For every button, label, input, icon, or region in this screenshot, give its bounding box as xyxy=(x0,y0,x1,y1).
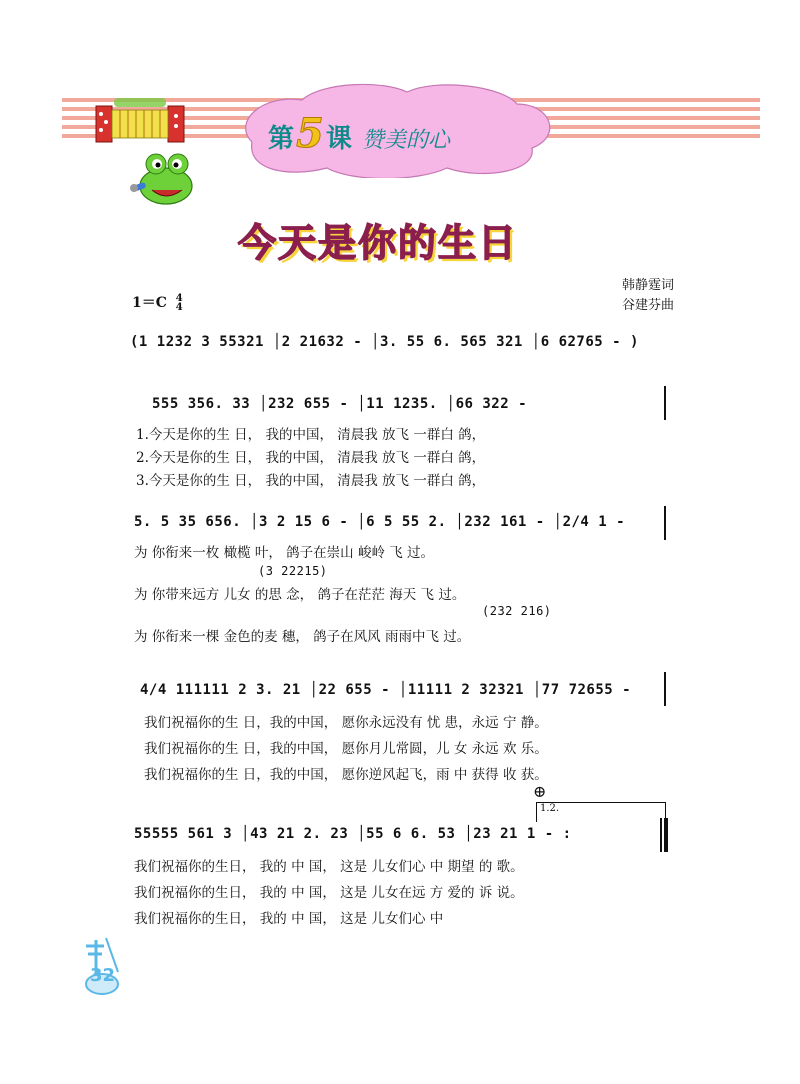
song-title: 今天是你的生日 xyxy=(238,221,519,265)
verse2-line2: 为 你带来远方 儿女 的思 念， 鸽子在茫茫 海天 飞 过。 xyxy=(134,587,466,603)
lyricist: 韩静霆词 xyxy=(621,278,674,293)
coda-sign: ⊕ xyxy=(533,782,547,801)
lesson-subtitle: 赞美的心 xyxy=(361,128,450,153)
barline xyxy=(664,672,666,706)
key-label: 1＝C xyxy=(132,295,167,311)
volta-bracket xyxy=(536,802,666,822)
verse3-line3: 我们祝福你的生 日，我的中国， 愿你逆风起飞，雨 中 获得 收 获。 xyxy=(144,767,548,783)
verse3-line4: 我们祝福你的生日， 我的 中 国， 这是 儿女们心 中 xyxy=(134,911,444,927)
barline xyxy=(664,386,666,420)
verse2-line4: 我们祝福你的生日， 我的 中 国， 这是 儿女在远 方 爱的 诉 说。 xyxy=(134,885,524,901)
verse3-line1: 3.今天是你的生 日， 我的中国， 清晨我 放飞 一群白 鸽， xyxy=(136,473,486,489)
verse1-line2: 为 你衔来一枚 橄榄 叶， 鸽子在崇山 峻岭 飞 过。 xyxy=(134,545,435,561)
credits xyxy=(622,276,674,316)
verse3-line2: 为 你衔来一棵 金色的麦 穗， 鸽子在风风 雨雨中飞 过。 xyxy=(134,629,471,645)
accordion-icon xyxy=(94,96,186,148)
lesson-heading xyxy=(268,110,450,157)
intro-notes: (1 1232 3 55321 │2 21632 - │3. 55 6. 565 321 │6 62765 - ) xyxy=(130,334,639,350)
page-number: 32 xyxy=(90,965,116,986)
lesson-suffix: 课 xyxy=(325,124,352,154)
row1-notes: 555 356. 33 │232 655 - │11 1235. │66 322 - xyxy=(152,396,528,412)
row4-notes: 55555 561 3 │43 21 2. 23 │55 6 6. 53 │23 21 1 - : xyxy=(134,826,572,842)
key-signature xyxy=(132,292,183,312)
time-signature: 4 4 xyxy=(175,293,183,313)
barline xyxy=(664,506,666,540)
final-barline-thick xyxy=(664,818,668,852)
lesson-number: 5 xyxy=(296,110,324,157)
composer: 谷建芬曲 xyxy=(621,298,674,313)
final-barline-thin xyxy=(660,818,662,852)
frog-mascot-icon xyxy=(126,148,204,210)
alt-notes-1: (3 22215) xyxy=(258,564,328,578)
lesson-prefix: 第 xyxy=(268,124,295,154)
row2-notes: 5. 5 35 656. │3 2 15 6 - │6 5 55 2. │232 161 - │2/4 1 - xyxy=(134,514,626,530)
verse2-line3: 我们祝福你的生 日，我的中国， 愿你月儿常圆，儿 女 永远 欢 乐。 xyxy=(144,741,548,757)
alt-notes-2: (232 216) xyxy=(482,604,552,618)
verse1-line3: 我们祝福你的生 日，我的中国， 愿你永远没有 忧 患，永远 宁 静。 xyxy=(144,715,548,731)
volta-label: 1.2. xyxy=(540,803,560,814)
verse1-line1: 1.今天是你的生 日， 我的中国， 清晨我 放飞 一群白 鸽， xyxy=(136,427,486,443)
verse1-line4: 我们祝福你的生日， 我的 中 国， 这是 儿女们心 中 期望 的 歌。 xyxy=(134,859,524,875)
verse2-line1: 2.今天是你的生 日， 我的中国， 清晨我 放飞 一群白 鸽， xyxy=(136,450,486,466)
row3-notes: 4/4 111111 2 3. 21 │22 655 - │11111 2 32321 │77 72655 - xyxy=(140,682,632,698)
